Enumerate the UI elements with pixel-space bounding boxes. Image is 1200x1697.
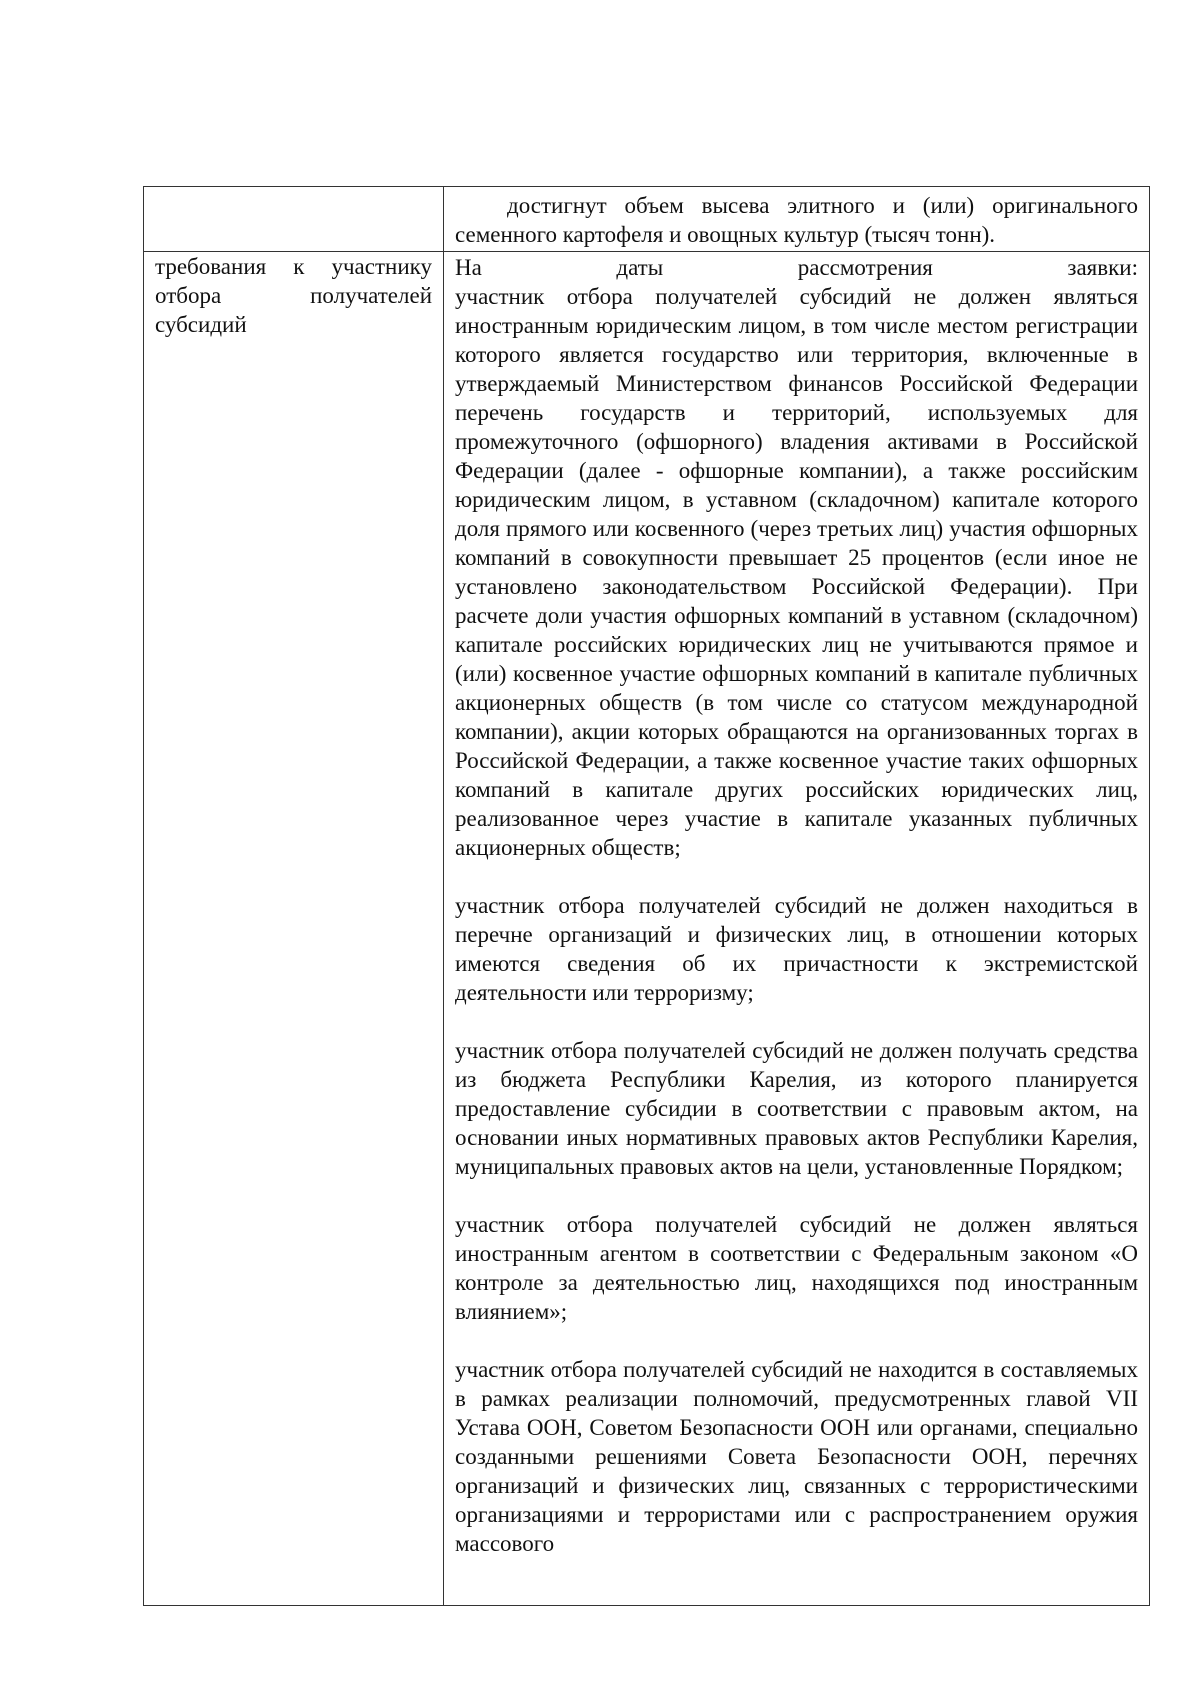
requirements-label: требования к участнику отбора получателей субсидий [155,254,432,337]
document-table [143,186,1150,1606]
requirement-paragraph-2: участник отбора получателей субсидий не должен находиться в перечне организаций и физических лиц, в отношении которых имеются сведения об их причастности к экстремистской деятельности или терроризму; [455,893,1138,1005]
row1-right-text: достигнут объем высева элитного и (или) оригинального семенного картофеля и овощных культур (тысяч тонн). [455,193,1138,247]
table-cell-right [444,252,1150,1606]
table-row [144,252,1150,1606]
table-cell-left [144,187,444,252]
requirements-intro: На даты рассмотрения заявки: [455,255,1138,280]
table-cell-left [144,252,444,1606]
requirement-paragraph-3: участник отбора получателей субсидий не должен получать средства из бюджета Республики Карелия, из которого планируется предоставление субсидии в соответствии с правовым актом, на основании иных нормативных правовых актов Республики Карелия, муниципальных правовых актов на цели, установленные Порядком; [455,1038,1138,1179]
requirement-paragraph-4: участник отбора получателей субсидий не должен являться иностранным агентом в соответствии с Федеральным законом «О контроле за деятельностью лиц, находящихся под иностранным влиянием»; [455,1212,1138,1324]
requirement-paragraph-1: участник отбора получателей субсидий не должен являться иностранным юридическим лицом, в том числе местом регистрации которого является государство или территория, включенные в утверждаемый Министерством финансов Российской Федерации перечень государств и территорий, используемых для промежуточного (офшорного) владения активами в Российской Федерации (далее - офшорные компании), а также российским юридическим лицом, в уставном (складочном) капитале которого доля прямого или косвенного (через третьих лиц) участия офшорных компаний в совокупности превышает 25 процентов (если иное не установлено законодательством Российской Федерации). При расчете доли участия офшорных компаний в уставном (складочном) капитале российских юридических лиц не учитываются прямое и (или) косвенное участие офшорных компаний в капитале публичных акционерных обществ (в том числе со статусом международной компании), акции которых обращаются на организованных торгах в Российской Федерации, а также косвенное участие таких офшорных компаний в капитале других российских юридических лиц, реализованное через участие в капитале указанных публичных акционерных обществ; [455,284,1138,860]
table-cell-right [444,187,1150,252]
requirement-paragraph-5: участник отбора получателей субсидий не находится в составляемых в рамках реализации полномочий, предусмотренных главой VII Устава ООН, Советом Безопасности ООН или органами, специально созданными решениями Совета Безопасности ООН, перечнях организаций и физических лиц, связанных с террористическими организациями и террористами или с распространением оружия массового [455,1357,1138,1556]
table-row [144,187,1150,252]
